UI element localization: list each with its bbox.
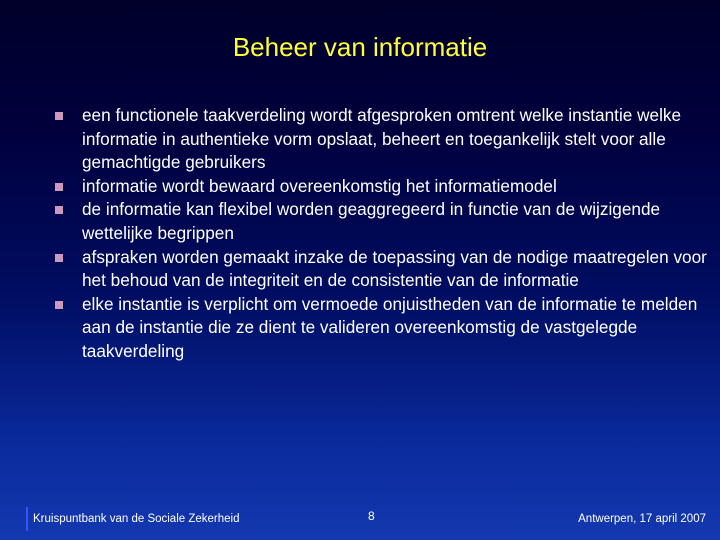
- bullet-text: een functionele taakverdeling wordt afgesproken omtrent welke instantie welke informatie in authentieke vorm opslaat, beheert en toegankelijk stelt voor alle gemachtigde gebruikers: [82, 105, 682, 173]
- square-bullet-icon: [55, 112, 63, 120]
- bullet-item: [55, 198, 710, 245]
- footer-organization: Kruispuntbank van de Sociale Zekerheid: [33, 513, 240, 525]
- bullet-text: afspraken worden gemaakt inzake de toepassing van de nodige maatregelen voor het behoud van de integriteit en de consistentie van de informatie: [82, 246, 707, 291]
- footer-divider: [26, 507, 28, 531]
- bullet-item: [55, 175, 710, 199]
- bullet-item: [55, 246, 710, 293]
- bullet-item: [55, 104, 710, 175]
- bullet-text: informatie wordt bewaard overeenkomstig het informatiemodel: [82, 175, 557, 196]
- square-bullet-icon: [55, 301, 63, 309]
- bullet-item: [55, 293, 710, 364]
- square-bullet-icon: [55, 254, 63, 262]
- square-bullet-icon: [55, 206, 63, 214]
- bullet-text: de informatie kan flexibel worden geaggregeerd in functie van de wijzigende wettelijke begrippen: [82, 199, 661, 243]
- bullet-list: [55, 104, 710, 364]
- bullet-text: elke instantie is verplicht om vermoede onjuistheden van de informatie te melden aan de instantie die ze dient te valideren overeenkomstig de vastgelegde taakverdeling: [82, 293, 698, 361]
- page-number: 8: [368, 509, 375, 523]
- footer-place-date: Antwerpen, 17 april 2007: [578, 513, 706, 525]
- slide-title: Beheer van informatie: [232, 32, 488, 62]
- square-bullet-icon: [55, 183, 63, 191]
